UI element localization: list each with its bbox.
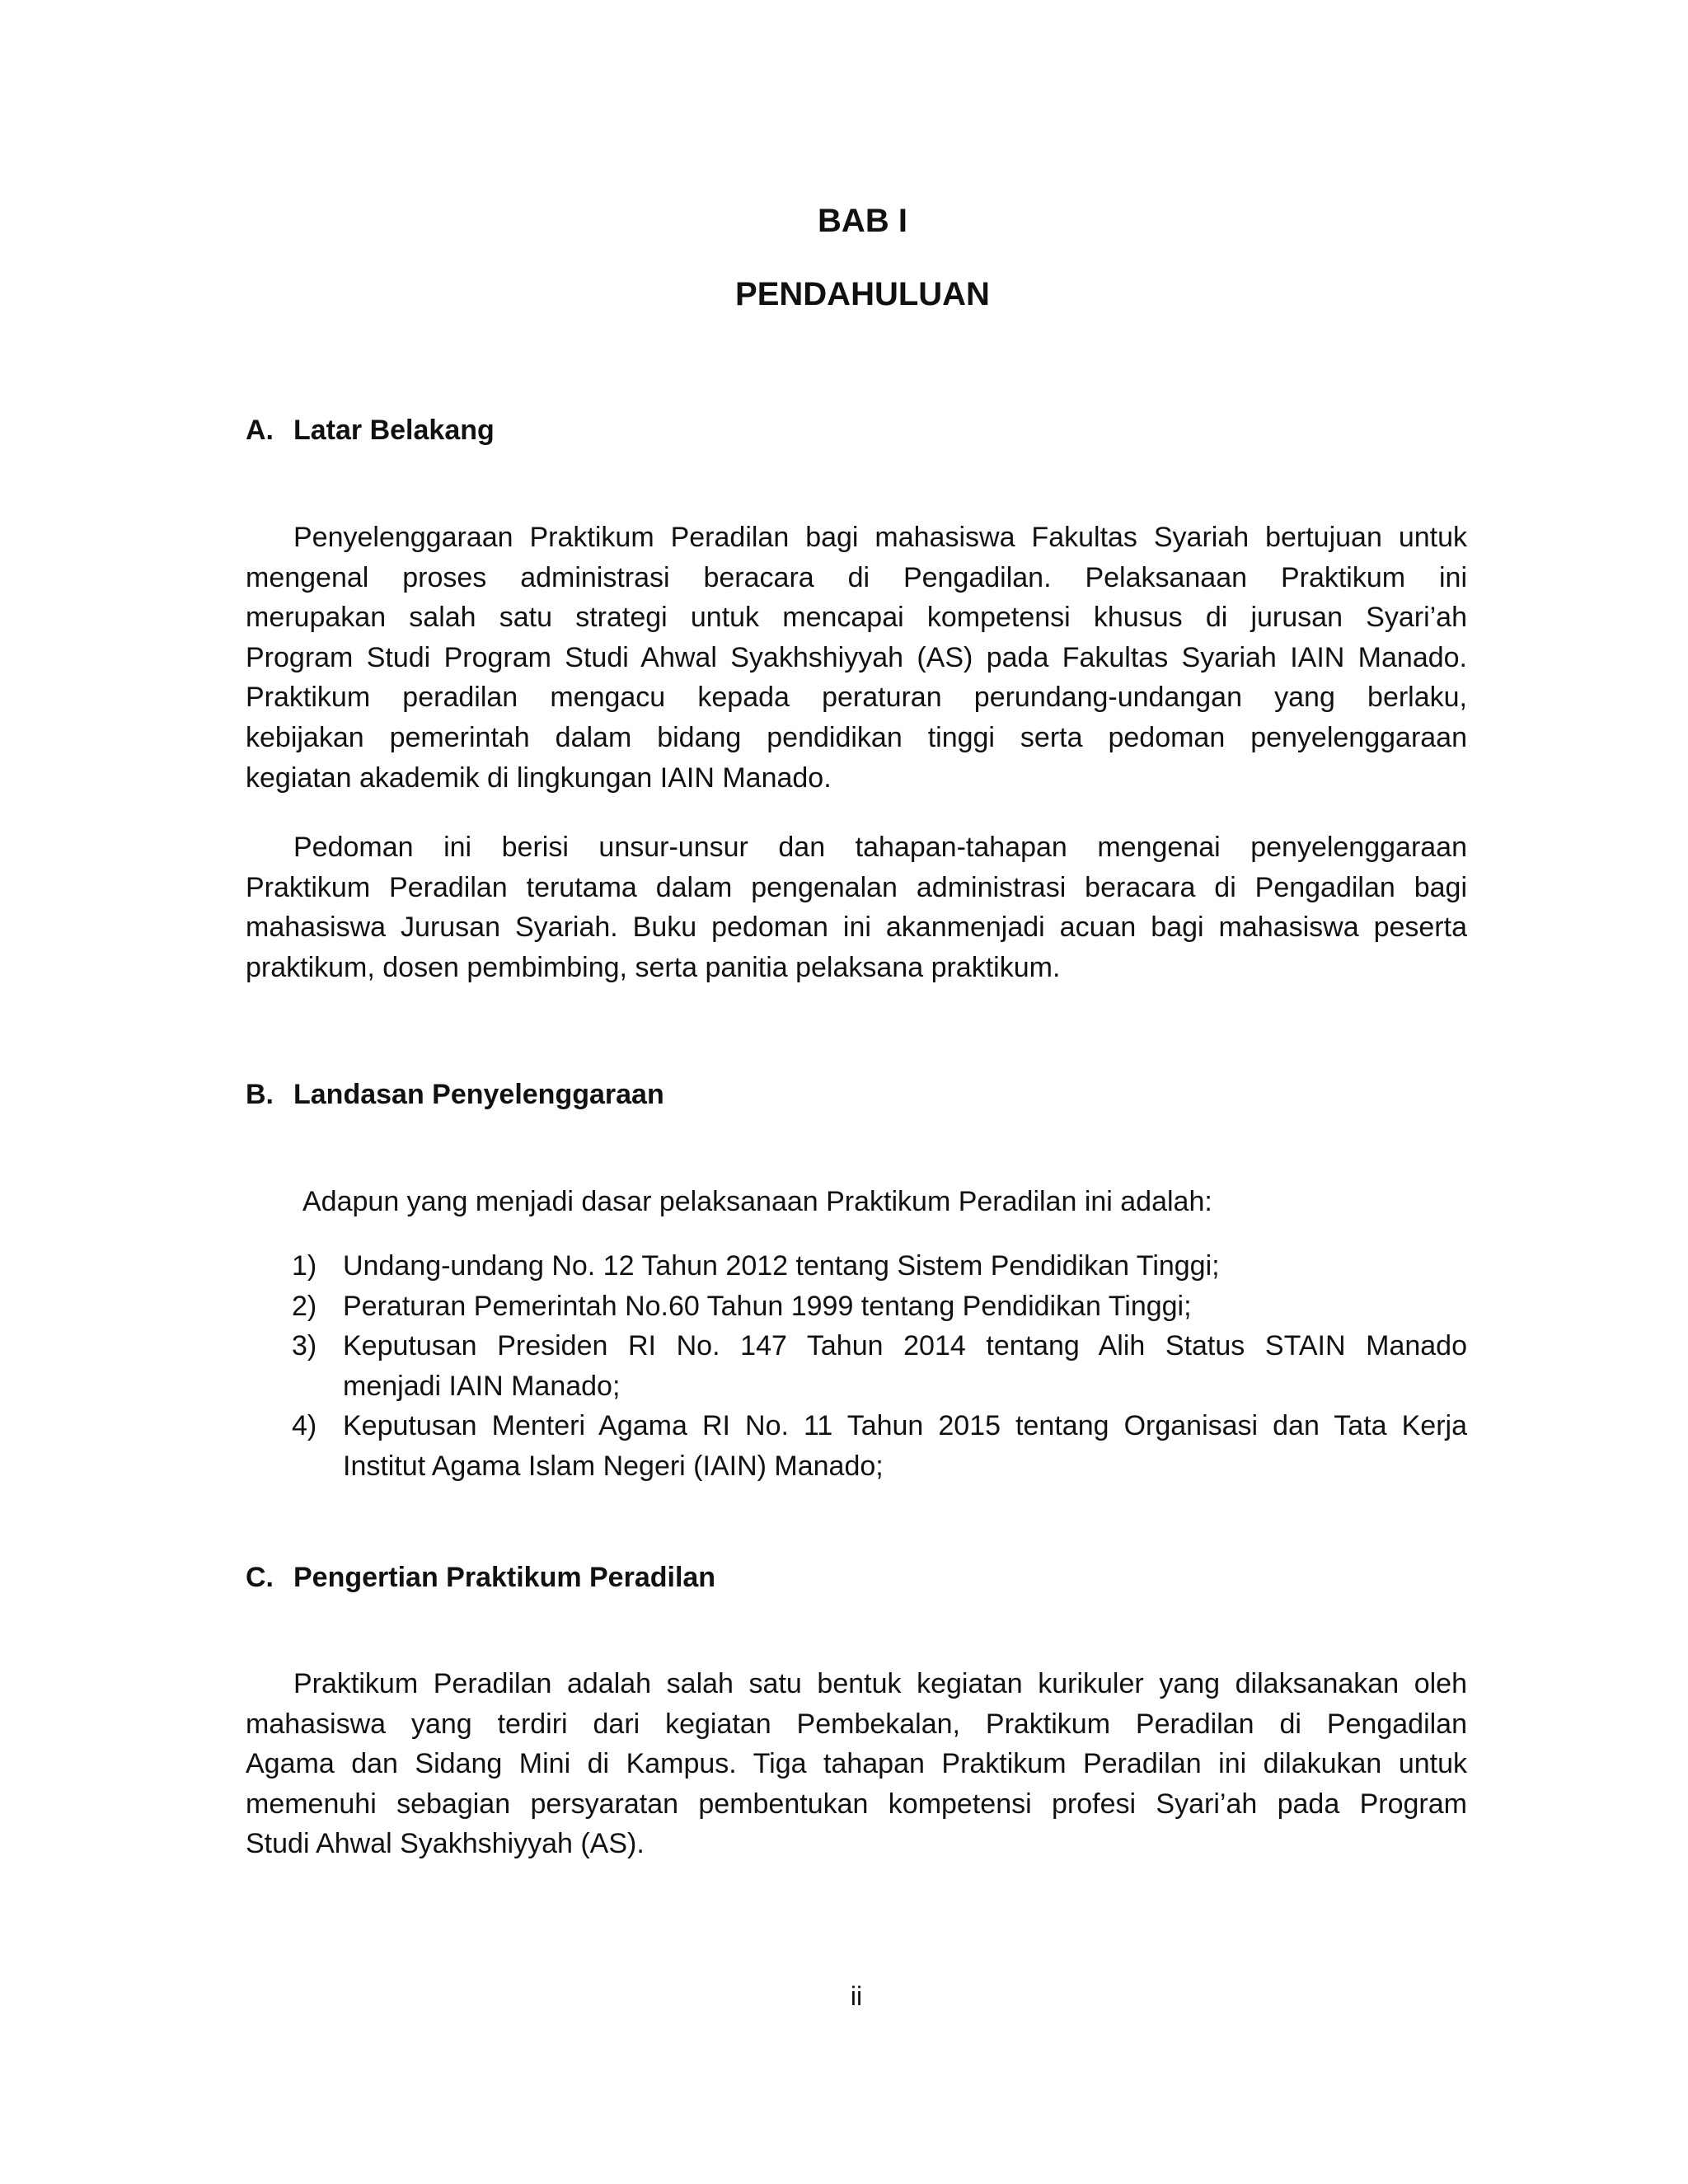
section-heading-pengertian [246, 1559, 715, 1596]
paragraph-latar-belakang-1 [246, 518, 1467, 798]
list-line: Keputusan Menteri Agama RI No. 11 Tahun 2015 tentang Organisasi dan Tata Kerja [343, 1410, 1467, 1442]
list-number: 3) [292, 1330, 317, 1362]
paragraph-latar-belakang-2 [246, 827, 1467, 987]
paragraph-line: praktikum, dosen pembimbing, serta panitia pelaksana praktikum. [246, 951, 1061, 983]
paragraph-line: mengenal proses administrasi beracara di Pengadilan. Pelaksanaan Praktikum ini [246, 561, 1467, 593]
list-line: Undang-undang No. 12 Tahun 2012 tentang Sistem Pendidikan Tinggi; [343, 1250, 1220, 1282]
list-line: Peraturan Pemerintah No.60 Tahun 1999 tentang Pendidikan Tinggi; [343, 1290, 1192, 1322]
section-title: Landasan Penyelenggaraan [293, 1079, 664, 1110]
list-item [246, 1406, 1467, 1486]
section-heading-landasan [246, 1076, 664, 1113]
paragraph-line: merupakan salah satu strategi untuk mencapai kompetensi khusus di jurusan Syari’ah [246, 602, 1467, 634]
list-item [246, 1286, 1467, 1327]
paragraph-line: Praktikum peradilan mengacu kepada peraturan perundang-undangan yang berlaku, [246, 682, 1467, 714]
paragraph-line: Studi Ahwal Syakhshiyyah (AS). [246, 1828, 645, 1860]
paragraph-line: memenuhi sebagian persyaratan pembentukan kompetensi profesi Syari’ah pada Program [246, 1788, 1467, 1820]
list-line: Keputusan Presiden RI No. 147 Tahun 2014 tentang Alih Status STAIN Manado [343, 1330, 1467, 1362]
paragraph-pengertian [246, 1664, 1467, 1864]
list-number: 2) [292, 1290, 317, 1322]
paragraph-line: Program Studi Program Studi Ahwal Syakhshiyyah (AS) pada Fakultas Syariah IAIN Manado. [246, 641, 1467, 673]
paragraph-line: Penyelenggaraan Praktikum Peradilan bagi mahasiswa Fakultas Syariah bertujuan untuk [293, 522, 1467, 553]
list-number: 4) [292, 1410, 317, 1442]
list-item [246, 1326, 1467, 1406]
paragraph-line: Agama dan Sidang Mini di Kampus. Tiga tahapan Praktikum Peradilan ini dilakukan untuk [246, 1748, 1467, 1780]
paragraph-line: Praktikum Peradilan adalah salah satu bentuk kegiatan kurikuler yang dilaksanakan oleh [293, 1668, 1467, 1699]
section-letter: A. [246, 415, 274, 446]
section-letter: C. [246, 1562, 274, 1593]
section-letter: B. [246, 1079, 274, 1110]
paragraph-line: Pedoman ini berisi unsur-unsur dan tahapan-tahapan mengenai penyelenggaraan [293, 832, 1467, 863]
paragraph-line: mahasiswa yang terdiri dari kegiatan Pembekalan, Praktikum Peradilan di Pengadilan [246, 1708, 1467, 1740]
landasan-intro: Adapun yang menjadi dasar pelaksanaan Praktikum Peradilan ini adalah: [302, 1186, 1212, 1217]
paragraph-line: kebijakan pemerintah dalam bidang pendidikan tinggi serta pedoman penyelenggaraan [246, 721, 1467, 753]
list-line: menjadi IAIN Manado; [343, 1370, 621, 1402]
chapter-title: PENDAHULUAN [735, 276, 990, 312]
page-number: ii [850, 1981, 863, 2011]
section-heading-latar-belakang [246, 412, 495, 448]
paragraph-line: Praktikum Peradilan terutama dalam pengenalan administrasi beracara di Pengadilan bagi [246, 871, 1467, 903]
section-title: Pengertian Praktikum Peradilan [293, 1562, 716, 1593]
paragraph-line: kegiatan akademik di lingkungan IAIN Manado. [246, 762, 832, 794]
section-title: Latar Belakang [293, 415, 495, 446]
chapter-label: BAB I [818, 203, 907, 239]
paragraph-line: mahasiswa Jurusan Syariah. Buku pedoman ini akanmenjadi acuan bagi mahasiswa peserta [246, 912, 1467, 944]
list-number: 1) [292, 1250, 317, 1282]
list-item [246, 1246, 1467, 1286]
list-line: Institut Agama Islam Negeri (IAIN) Manado; [343, 1450, 884, 1482]
landasan-list [246, 1246, 1467, 1487]
